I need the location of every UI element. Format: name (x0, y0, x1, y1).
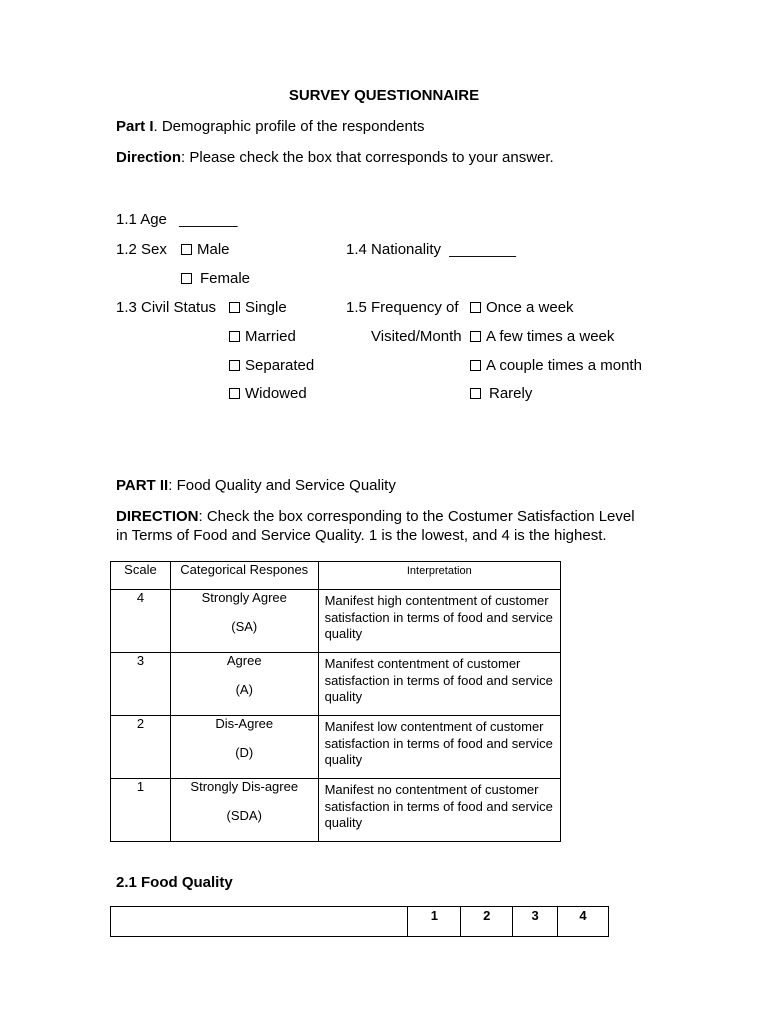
interpretation-text: Manifest high contentment of customer satisfaction in terms of food and service quality (324, 593, 553, 641)
category-abbr: (SA) (231, 618, 258, 634)
part1-heading (116, 118, 425, 136)
part2-direction-line2: in Terms of Food and Service Quality. 1 is the lowest, and 4 is the highest. (116, 527, 607, 544)
part1-direction-text: : Please check the box that corresponds to your answer. (181, 149, 554, 166)
checkbox-icon[interactable] (229, 388, 240, 399)
food-quality-table (110, 906, 609, 937)
category-abbr: (A) (235, 681, 253, 697)
part1-direction (116, 149, 554, 167)
frequency-label-line2: Visited/Month (371, 328, 462, 345)
sex-option-label: Male (197, 241, 230, 258)
item-column-header (111, 907, 408, 937)
rating-column-1: 1 (408, 907, 461, 937)
interpretation-cell (318, 590, 560, 653)
scale-header: Scale (111, 562, 171, 590)
scale-value: 3 (111, 653, 171, 716)
interpretation-cell (318, 653, 560, 716)
interpretation-text: Manifest contentment of customer satisfaction in terms of food and service quality (324, 656, 553, 704)
scale-value: 2 (111, 716, 171, 779)
sex-label: 1.2 Sex (116, 241, 167, 258)
age-blank[interactable]: _______ (179, 211, 238, 228)
table-row (111, 653, 561, 716)
category-cell (170, 716, 318, 779)
freq-option-once-a-week[interactable] (470, 299, 574, 317)
freq-option-few-times-week[interactable] (470, 328, 614, 346)
part2-direction-text: : Check the box corresponding to the Costumer Satisfaction Level (198, 508, 635, 525)
frequency-label-line1: 1.5 Frequency of (346, 299, 459, 316)
checkbox-icon[interactable] (181, 244, 192, 255)
freq-option-label: A few times a week (486, 328, 615, 345)
rating-column-4: 4 (558, 907, 609, 937)
civil-option-label: Widowed (245, 385, 307, 402)
rating-column-3: 3 (513, 907, 558, 937)
nationality-question (346, 241, 516, 259)
interpretation-cell (318, 716, 560, 779)
freq-option-rarely[interactable] (470, 385, 532, 403)
freq-option-label: Once a week (486, 299, 574, 316)
civil-option-label: Single (245, 299, 287, 316)
sex-option-male[interactable] (181, 241, 230, 259)
category-label: Dis-Agree (215, 716, 274, 731)
civil-option-married[interactable] (229, 328, 296, 346)
checkbox-icon[interactable] (470, 331, 481, 342)
page-title: SURVEY QUESTIONNAIRE (288, 87, 480, 104)
freq-option-label: Rarely (489, 385, 533, 402)
part2-label: PART II (116, 477, 169, 494)
category-label: Strongly Agree (201, 590, 287, 605)
part2-text: : Food Quality and Service Quality (168, 477, 396, 494)
checkbox-icon[interactable] (229, 302, 240, 313)
category-abbr: (D) (235, 744, 254, 760)
interpretation-text: Manifest low contentment of customer satisfaction in terms of food and service quality (324, 719, 553, 767)
food-quality-heading: 2.1 Food Quality (116, 874, 233, 891)
category-cell (170, 779, 318, 842)
age-question (116, 211, 237, 229)
freq-option-couple-times-month[interactable] (470, 357, 642, 375)
checkbox-icon[interactable] (470, 360, 481, 371)
civil-option-single[interactable] (229, 299, 287, 317)
nationality-blank[interactable]: ________ (449, 241, 516, 258)
civil-status-label: 1.3 Civil Status (116, 299, 217, 316)
civil-option-label: Married (245, 328, 296, 345)
part1-direction-label: Direction (116, 149, 182, 166)
checkbox-icon[interactable] (181, 273, 192, 284)
part2-direction-line1 (116, 508, 635, 526)
part1-label: Part I (116, 118, 154, 135)
interpretation-header (318, 562, 560, 590)
part2-direction-label: DIRECTION (116, 508, 199, 525)
food-quality-header-row (111, 907, 609, 937)
category-label: Agree (226, 653, 262, 668)
part1-text: . Demographic profile of the respondents (153, 118, 425, 135)
rating-column-2: 2 (461, 907, 513, 937)
civil-option-widowed[interactable] (229, 385, 307, 403)
age-label: 1.1 Age (116, 211, 167, 228)
checkbox-icon[interactable] (470, 302, 481, 313)
category-header: Categorical Respones (170, 562, 318, 590)
interpretation-cell (318, 779, 560, 842)
scale-value: 4 (111, 590, 171, 653)
category-cell (170, 590, 318, 653)
category-cell (170, 653, 318, 716)
interpretation-text: Manifest no contentment of customer satisfaction in terms of food and service quality (324, 782, 553, 830)
nationality-label: 1.4 Nationality (346, 241, 442, 258)
civil-option-label: Separated (245, 357, 315, 374)
category-label: Strongly Dis-agree (190, 779, 299, 794)
civil-option-separated[interactable] (229, 357, 314, 375)
checkbox-icon[interactable] (470, 388, 481, 399)
interpretation-header-label: Interpretation (406, 565, 472, 577)
checkbox-icon[interactable] (229, 331, 240, 342)
scale-table (110, 561, 561, 842)
table-row (111, 779, 561, 842)
part2-heading (116, 477, 396, 495)
category-abbr: (SDA) (226, 807, 262, 823)
sex-option-label: Female (200, 270, 251, 287)
table-row (111, 716, 561, 779)
checkbox-icon[interactable] (229, 360, 240, 371)
scale-table-header-row (111, 562, 561, 590)
scale-value: 1 (111, 779, 171, 842)
freq-option-label: A couple times a month (486, 357, 642, 374)
table-row (111, 590, 561, 653)
sex-option-female[interactable] (181, 270, 250, 288)
